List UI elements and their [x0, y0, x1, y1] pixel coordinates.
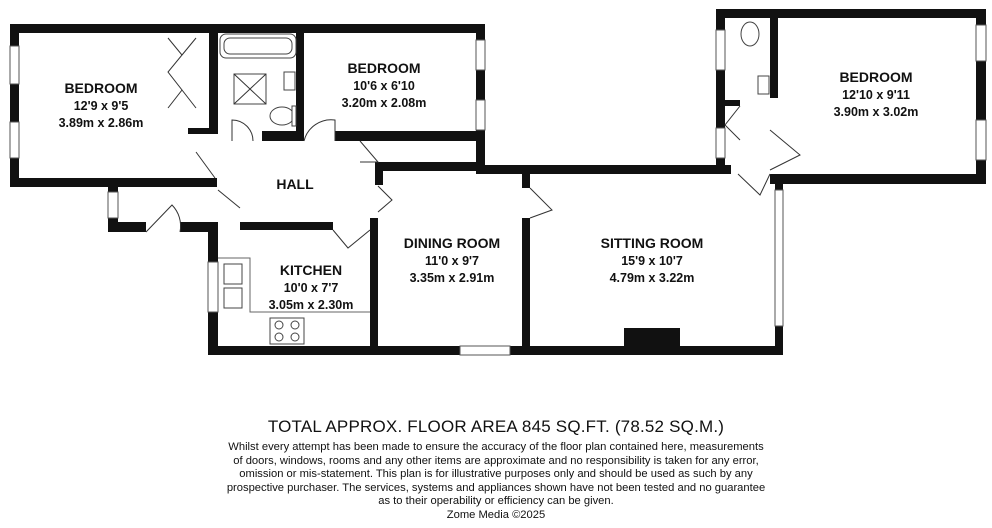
wc-basin-icon: [758, 76, 769, 94]
toilet-icon: [270, 107, 294, 125]
kitchen-imperial: 10'0 x 7'7: [283, 281, 339, 295]
sitting-room-name: SITTING ROOM: [600, 235, 704, 251]
total-floor-area: TOTAL APPROX. FLOOR AREA 845 SQ.FT. (78.52 SQ.M.): [267, 417, 725, 436]
dining-room-name: DINING ROOM: [403, 235, 501, 251]
walls: [10, 9, 986, 355]
disclaimer-line: Whilst every attempt has been made to ensure the accuracy of the floor plan contained here, measurements: [228, 441, 764, 453]
bedroom-mid-imperial: 10'6 x 6'10: [353, 79, 415, 93]
bedroom-left-metric: 3.89m x 2.86m: [58, 116, 144, 130]
hob-icon: [270, 318, 304, 344]
bedroom-right-metric: 3.90m x 3.02m: [833, 105, 919, 119]
sitting-room-metric: 4.79m x 3.22m: [609, 271, 695, 285]
fireplace: [624, 328, 680, 350]
basin-icon: [284, 72, 295, 90]
wc-toilet-icon: [741, 22, 759, 46]
kitchen-name: KITCHEN: [279, 262, 343, 278]
kitchen-metric: 3.05m x 2.30m: [268, 298, 354, 312]
disclaimer: [186, 441, 806, 509]
bedroom-right-name: BEDROOM: [839, 69, 913, 85]
disclaimer-line: prospective purchaser. The services, systems and appliances shown have not been tested and no guarantee: [226, 481, 766, 494]
bedroom-left-imperial: 12'9 x 9'5: [73, 99, 129, 113]
bedroom-right-imperial: 12'10 x 9'11: [842, 88, 910, 102]
bedroom-mid-name: BEDROOM: [347, 60, 421, 76]
hall-name: HALL: [276, 176, 314, 192]
sink-icon: [224, 264, 242, 284]
sitting-room-imperial: 15'9 x 10'7: [621, 254, 683, 268]
bedroom-left-name: BEDROOM: [64, 80, 138, 96]
credit: Zome Media ©2025: [446, 509, 546, 521]
doors: [146, 38, 800, 248]
dining-room-imperial: 11'0 x 9'7: [425, 254, 479, 268]
disclaimer-line: omission or mis-statement. This plan is for illustrative purposes only and should be used as such by any: [239, 468, 753, 480]
disclaimer-line: as to their operability or efficiency can be given.: [378, 495, 614, 507]
dining-room-metric: 3.35m x 2.91m: [409, 271, 495, 285]
disclaimer-line: of doors, windows, rooms and any other items are approximate and no responsibility is taken for any error,: [233, 454, 759, 467]
bedroom-mid-metric: 3.20m x 2.08m: [341, 96, 427, 110]
